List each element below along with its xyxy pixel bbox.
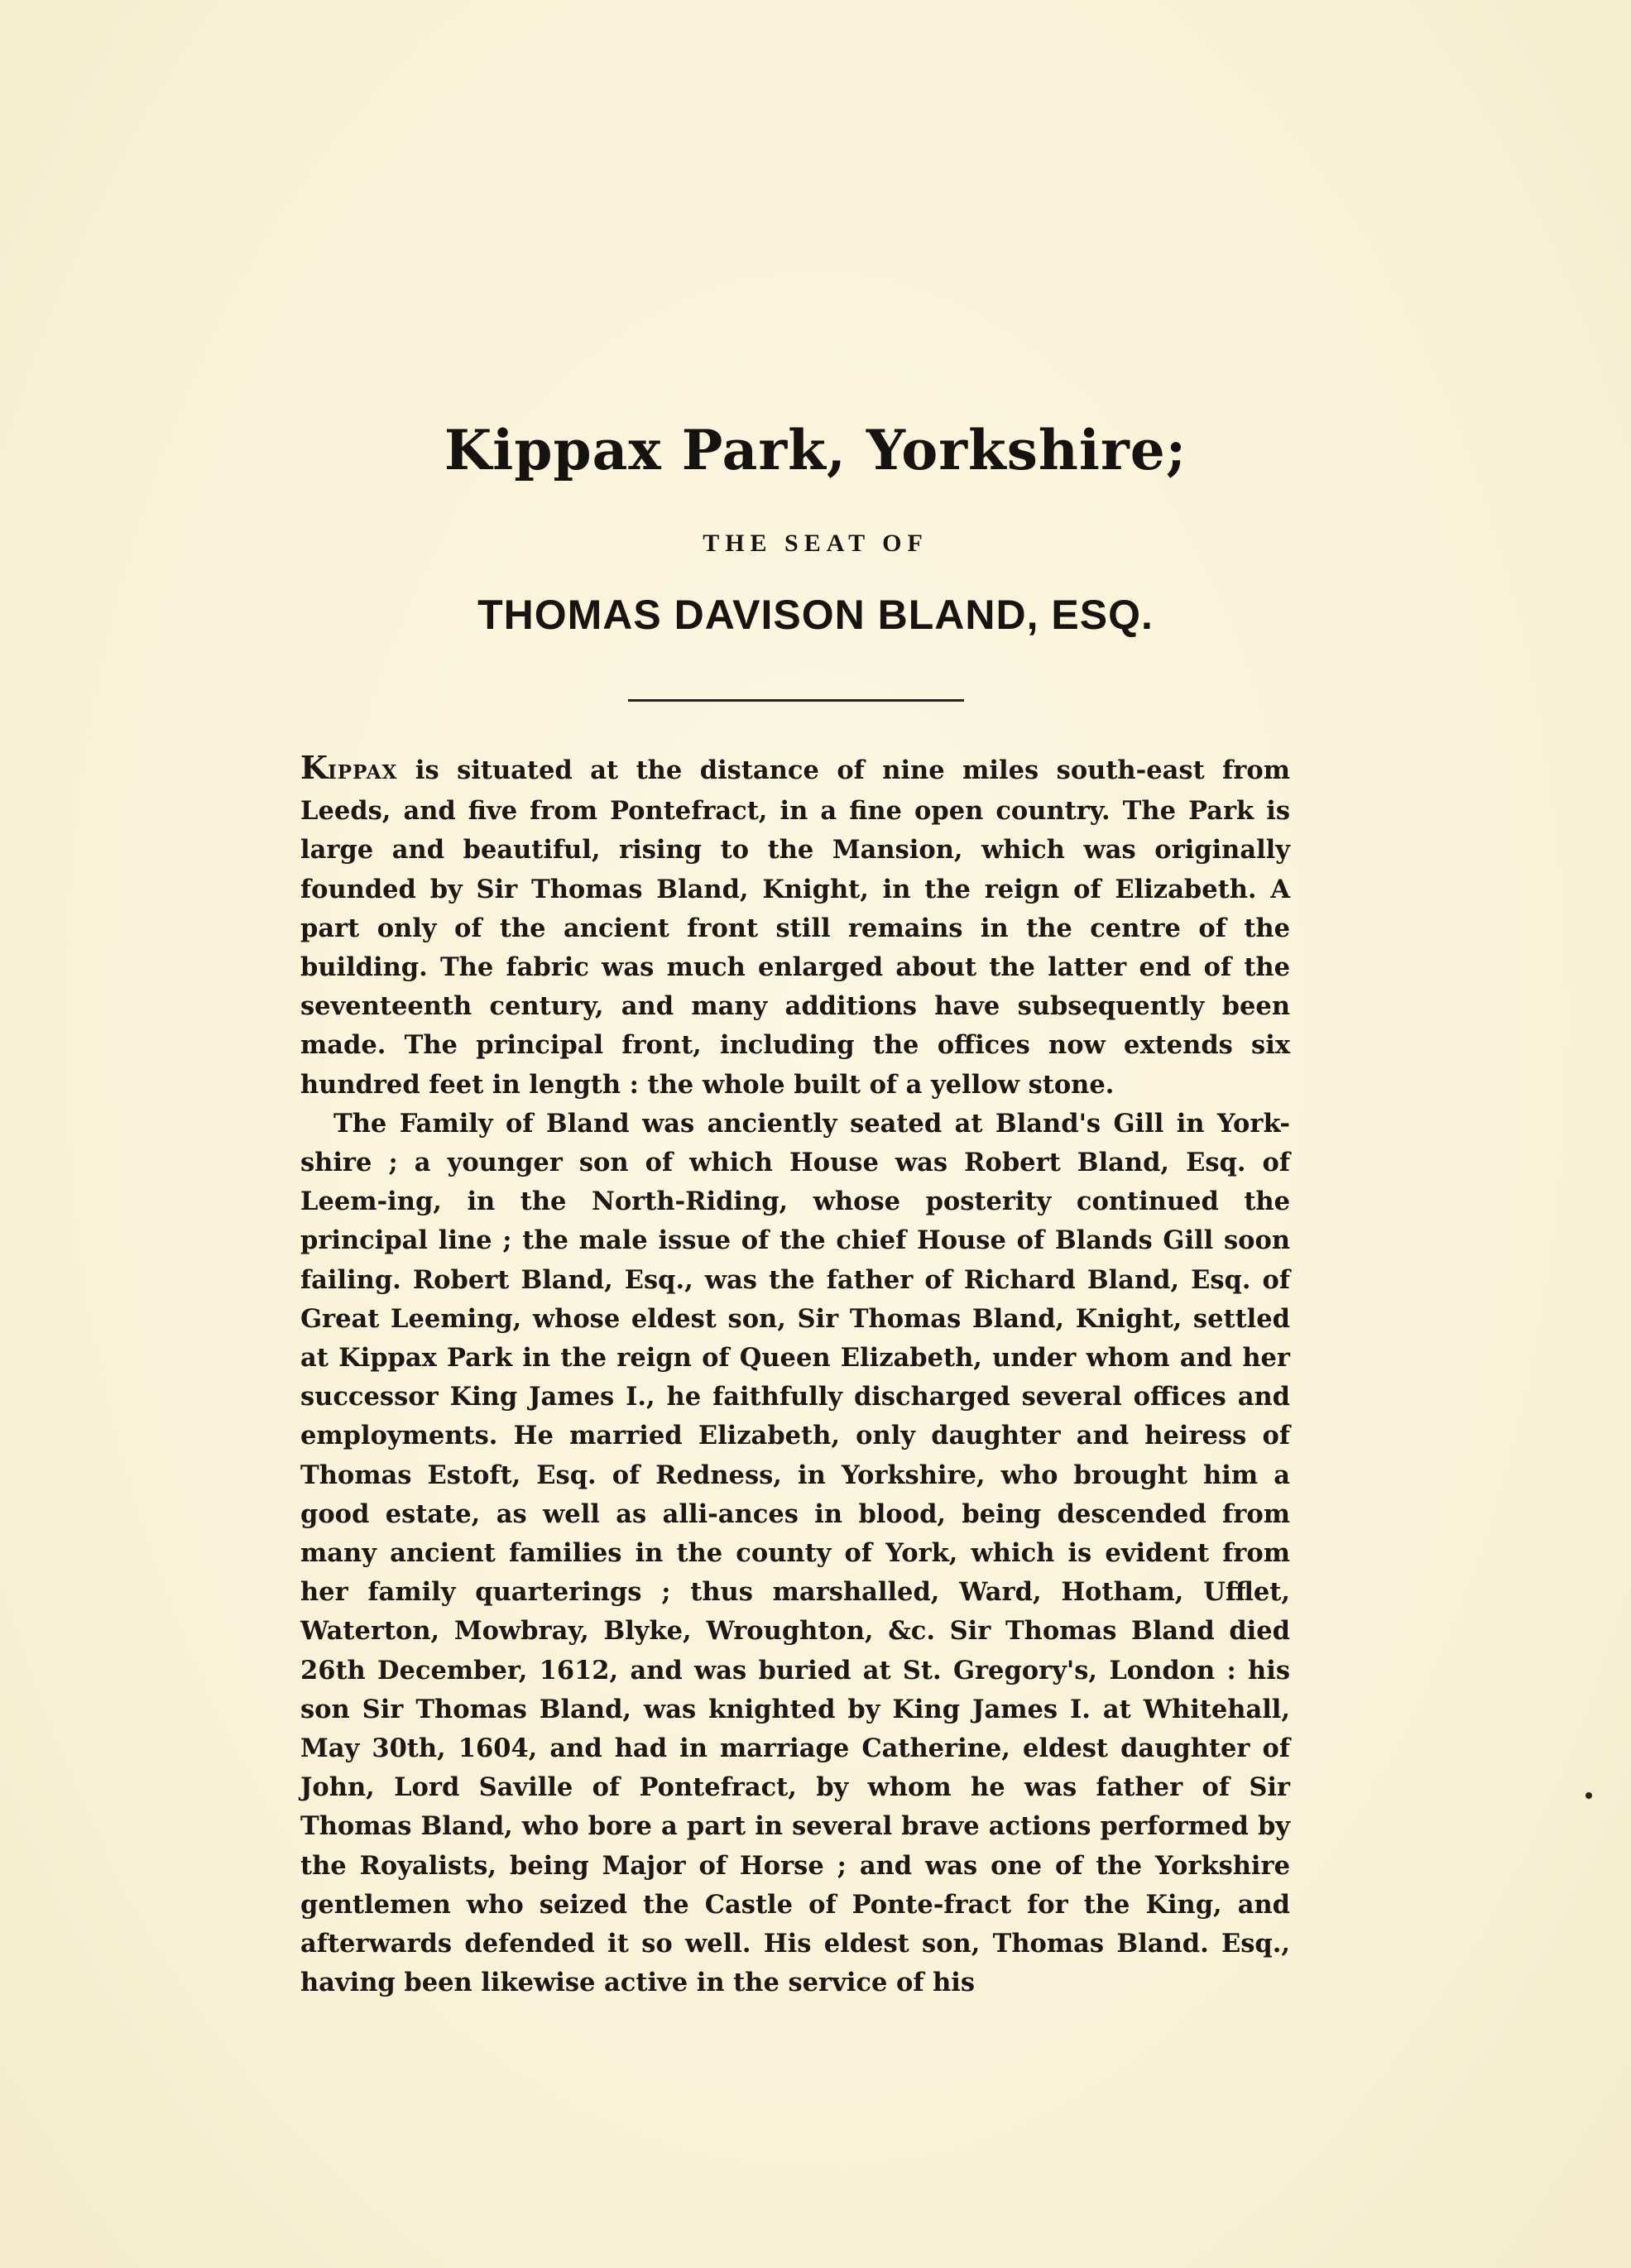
paragraph-2: The Family of Bland was anciently seated at Bland's Gill in York-shire ; a younger son of which House was Robert Bland, Esq. of Leem-ing, in the North-Riding, whose posterity continued the principal line ; the male issue of the chief House of Blands Gill soon failing. Robert Bland, Esq., was the father of Richard Bland, Esq. of Great Leeming, whose eldest son, Sir Thomas Bland, Knight, settled at Kippax Park in the reign of Queen Elizabeth, under whom and her successor King James I., he faithfully discharged several offices and employments. He married Elizabeth, only daughter and heiress of Thomas Estoft, Esq. of Redness, in Yorkshire, who brought him a good estate, as well as alli-ances in blood, being descended from many ancient families in the county of York, which is evident from her family quarterings ; thus marshalled, Ward, Hotham, Ufflet, Waterton, Mowbray, Blyke, Wroughton, &c. Sir Thomas Bland died 26th December, 1612, and was buried at St. Gregory's, London : his son Sir Thomas Bland, was knighted by King James I. at Whitehall, May 30th, 1604, and had in marriage Catherine, eldest daughter of John, Lord Saville of Pontefract, by whom he was father of Sir Thomas Bland, who bore a part in several brave actions performed by the Royalists, being Major of Horse ; and was one of the Yorkshire gentlemen who seized the Castle of Ponte-fract for the King, and afterwards defended it so well. His eldest son, Thomas Bland. Esq., having been likewise active in the service of his bbox=[300, 1108, 1290, 1998]
drop-cap-letter: K bbox=[300, 749, 329, 786]
subtitle: THE SEAT OF bbox=[703, 530, 928, 557]
owner-name: THOMAS DAVISON BLAND, ESQ. bbox=[477, 592, 1154, 638]
page-title: Kippax Park, Yorkshire; bbox=[444, 418, 1187, 482]
paragraph-1 bbox=[300, 748, 1290, 1105]
drop-cap bbox=[300, 749, 398, 786]
ink-speck bbox=[1585, 1792, 1592, 1799]
paragraph-1-text: is situated at the distance of nine miles south-east from Leeds, and five from Pontefract, in a fine open country. The Park is large and beautiful, rising to the Mansion, which was originally founded by Sir Thomas Bland, Knight, in the reign of Elizabeth. A part only of the ancient front still remains in the centre of the building. The fabric was much enlarged about the latter end of the seventeenth century, and many additions have subsequently been made. The principal front, including the offices now extends six hundred feet in length : the whole built of a yellow stone. bbox=[300, 755, 1290, 1100]
body-text bbox=[300, 748, 1290, 2003]
drop-cap-rest: IPPAX bbox=[328, 761, 398, 784]
divider-rule bbox=[628, 699, 964, 702]
